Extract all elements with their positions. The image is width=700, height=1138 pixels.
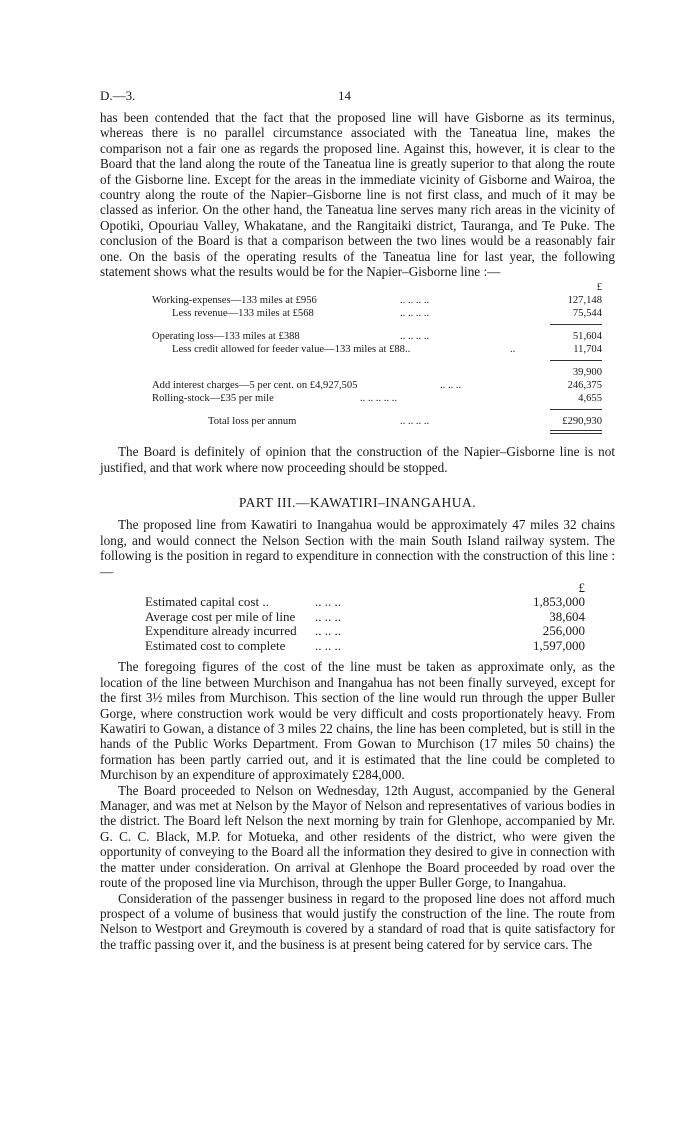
row-label: [152, 366, 400, 379]
row-value: 1,597,000: [533, 637, 585, 653]
row-label: Less revenue—133 miles at £568: [172, 308, 314, 320]
document-reference: D.—3.: [100, 88, 136, 103]
leader-dots: .. .. ..: [315, 623, 341, 639]
sum-rule: [152, 405, 602, 415]
row-label: Expenditure already incurred: [145, 623, 297, 639]
leader-dots: .. .. .. .. ..: [360, 393, 398, 405]
leader-dots: .. .. .. ..: [400, 416, 430, 428]
table-row: [152, 366, 602, 379]
row-label: Operating loss—133 miles at £388: [152, 331, 300, 343]
row-value: 256,000: [542, 623, 585, 639]
paragraph-cost-figures: The foregoing figures of the cost of the line must be taken as approximate only, as the location of the line between Murchison and Inangahua has not been finally surveyed, except for the first 3½ miles from Murchison. This section of the line would run through the upper Buller Gorge, where construction work would be very difficult and costs proportionately heavy. From Kawatiri to Gowan, a distance of 3 miles 22 chains, the line has been completed, but is still in the hands of the Public Works Department. From Gowan to Murchison (17 miles 50 chains) the formation has been partly carried out, and it is estimated that the line could be completed to Murchison by an expenditure of approximately £284,000.: [100, 659, 615, 783]
sum-rule: [152, 320, 602, 330]
row-label: Rolling-stock—£35 per mile: [152, 393, 274, 405]
row-label: Add interest charges—5 per cent. on £4,927,505: [152, 380, 358, 392]
row-value: 1,853,000: [533, 594, 585, 610]
table-row-total: [152, 415, 602, 428]
table-row: [152, 392, 602, 405]
paragraph-passenger-business: Consideration of the passenger business in regard to the proposed line does not afford much prospect of a volume of business that would justify the construction of the line. The route from Nelson to Westport and Greymouth is covered by a standard of road that is quite satisfactory for the traffic passing over it, and the business is at present being catered for by service cars. The: [100, 890, 615, 952]
leader-dots: .. .. .. ..: [400, 308, 430, 320]
table-row: [152, 294, 602, 307]
table-row: [152, 379, 602, 392]
paragraph-comparison: has been contended that the fact that the proposed line will have Gisborne as its terminus, whereas there is no parallel circumstance associated with the Taneatua line, makes the comparison not a fair one as regards the proposed line. Against this, however, it is clear to the Board that the land along the route of the Taneatua line is greatly superior to that along the route of the Gisborne line. Except for the areas in the immediate vicinity of Gisborne and Wairoa, the country along the route of the Napier–Gisborne line is not first class, and much of it may be classed as inferior. On the other hand, the Taneatua line serves many rich areas in the vicinity of Opotiki, Opouriau Valley, Whakatane, and the Rangitaiki district, Tauranga, and Te Puke. The conclusion of the Board is that a comparison between the two lines would be a reasonably fair one. On the basis of the operating results of the Taneatua line for last year, the following statement shows what the results would be for the Napier–Gisborne line :—: [100, 110, 615, 280]
page-header: [100, 88, 615, 110]
row-value: 127,148: [567, 295, 602, 307]
row-label: Less credit allowed for feeder value—133 miles at £88..: [172, 344, 411, 356]
currency-header: £: [578, 579, 585, 595]
leader-dots: [400, 366, 550, 379]
loss-statement-table: [152, 281, 602, 434]
leader-dots: .. .. .. ..: [400, 331, 430, 343]
leader-dots: ..: [510, 344, 516, 356]
row-label: Total loss per annum: [208, 416, 297, 428]
row-label: Estimated cost to complete: [145, 637, 286, 653]
leader-dots: .. .. ..: [315, 594, 341, 610]
table-row: [145, 624, 585, 639]
table-row: [145, 610, 585, 625]
page-number: 14: [338, 88, 351, 103]
table-row: [145, 639, 585, 654]
table-row: [152, 307, 602, 320]
row-value: 4,655: [578, 393, 602, 405]
row-value: £290,930: [562, 416, 602, 428]
leader-dots: .. .. ..: [315, 608, 341, 624]
row-value: 11,704: [573, 344, 602, 356]
table-row: [152, 330, 602, 343]
paragraph-board-visit: The Board proceeded to Nelson on Wednesday, 12th August, accompanied by the General Manager, and was met at Nelson by the Mayor of Nelson and representatives of various bodies in the district. The Board left Nelson the next morning by train for Glenhope, accompanied by Mr. G. C. C. Black, M.P. for Motueka, and other residents of the district, who were given the opportunity of conveying to the Board all the information they desired to give in connection with the matter under consideration. On arrival at Glenhope the Board proceeded by road over the route of the proposed line via Murchison, through the upper Buller Gorge, to Inangahua.: [100, 782, 615, 891]
leader-dots: .. .. ..: [315, 637, 341, 653]
paragraph-proposed-line: The proposed line from Kawatiri to Inangahua would be approximately 47 miles 32 chains long, and would connect the Nelson Section with the main South Island railway system. The following is the position in regard to expenditure in connection with the construction of this line :—: [100, 517, 615, 579]
row-label: Average cost per mile of line: [145, 608, 296, 624]
row-value: 246,375: [567, 380, 602, 392]
row-value: 51,604: [572, 331, 602, 343]
row-label: Working-expenses—133 miles at £956: [152, 295, 317, 307]
leader-dots: .. .. .. ..: [400, 295, 430, 307]
currency-header: £: [596, 282, 602, 294]
row-value: 39,900: [572, 367, 602, 379]
paragraph-board-opinion: The Board is definitely of opinion that the construction of the Napier–Gisborne line is not justified, and that work where now proceeding should be stopped.: [100, 444, 615, 475]
table-row: [152, 343, 602, 356]
sum-rule: [152, 356, 602, 366]
leader-dots: .. .. ..: [440, 380, 462, 392]
section-heading: PART III.—KAWATIRI–INANGAHUA.: [238, 495, 477, 511]
document-page: [100, 88, 615, 952]
expenditure-table: [145, 581, 585, 654]
row-value: 75,544: [572, 308, 602, 320]
row-label: Estimated capital cost ..: [145, 594, 269, 610]
row-value: 38,604: [549, 608, 585, 624]
table-row: [145, 595, 585, 610]
